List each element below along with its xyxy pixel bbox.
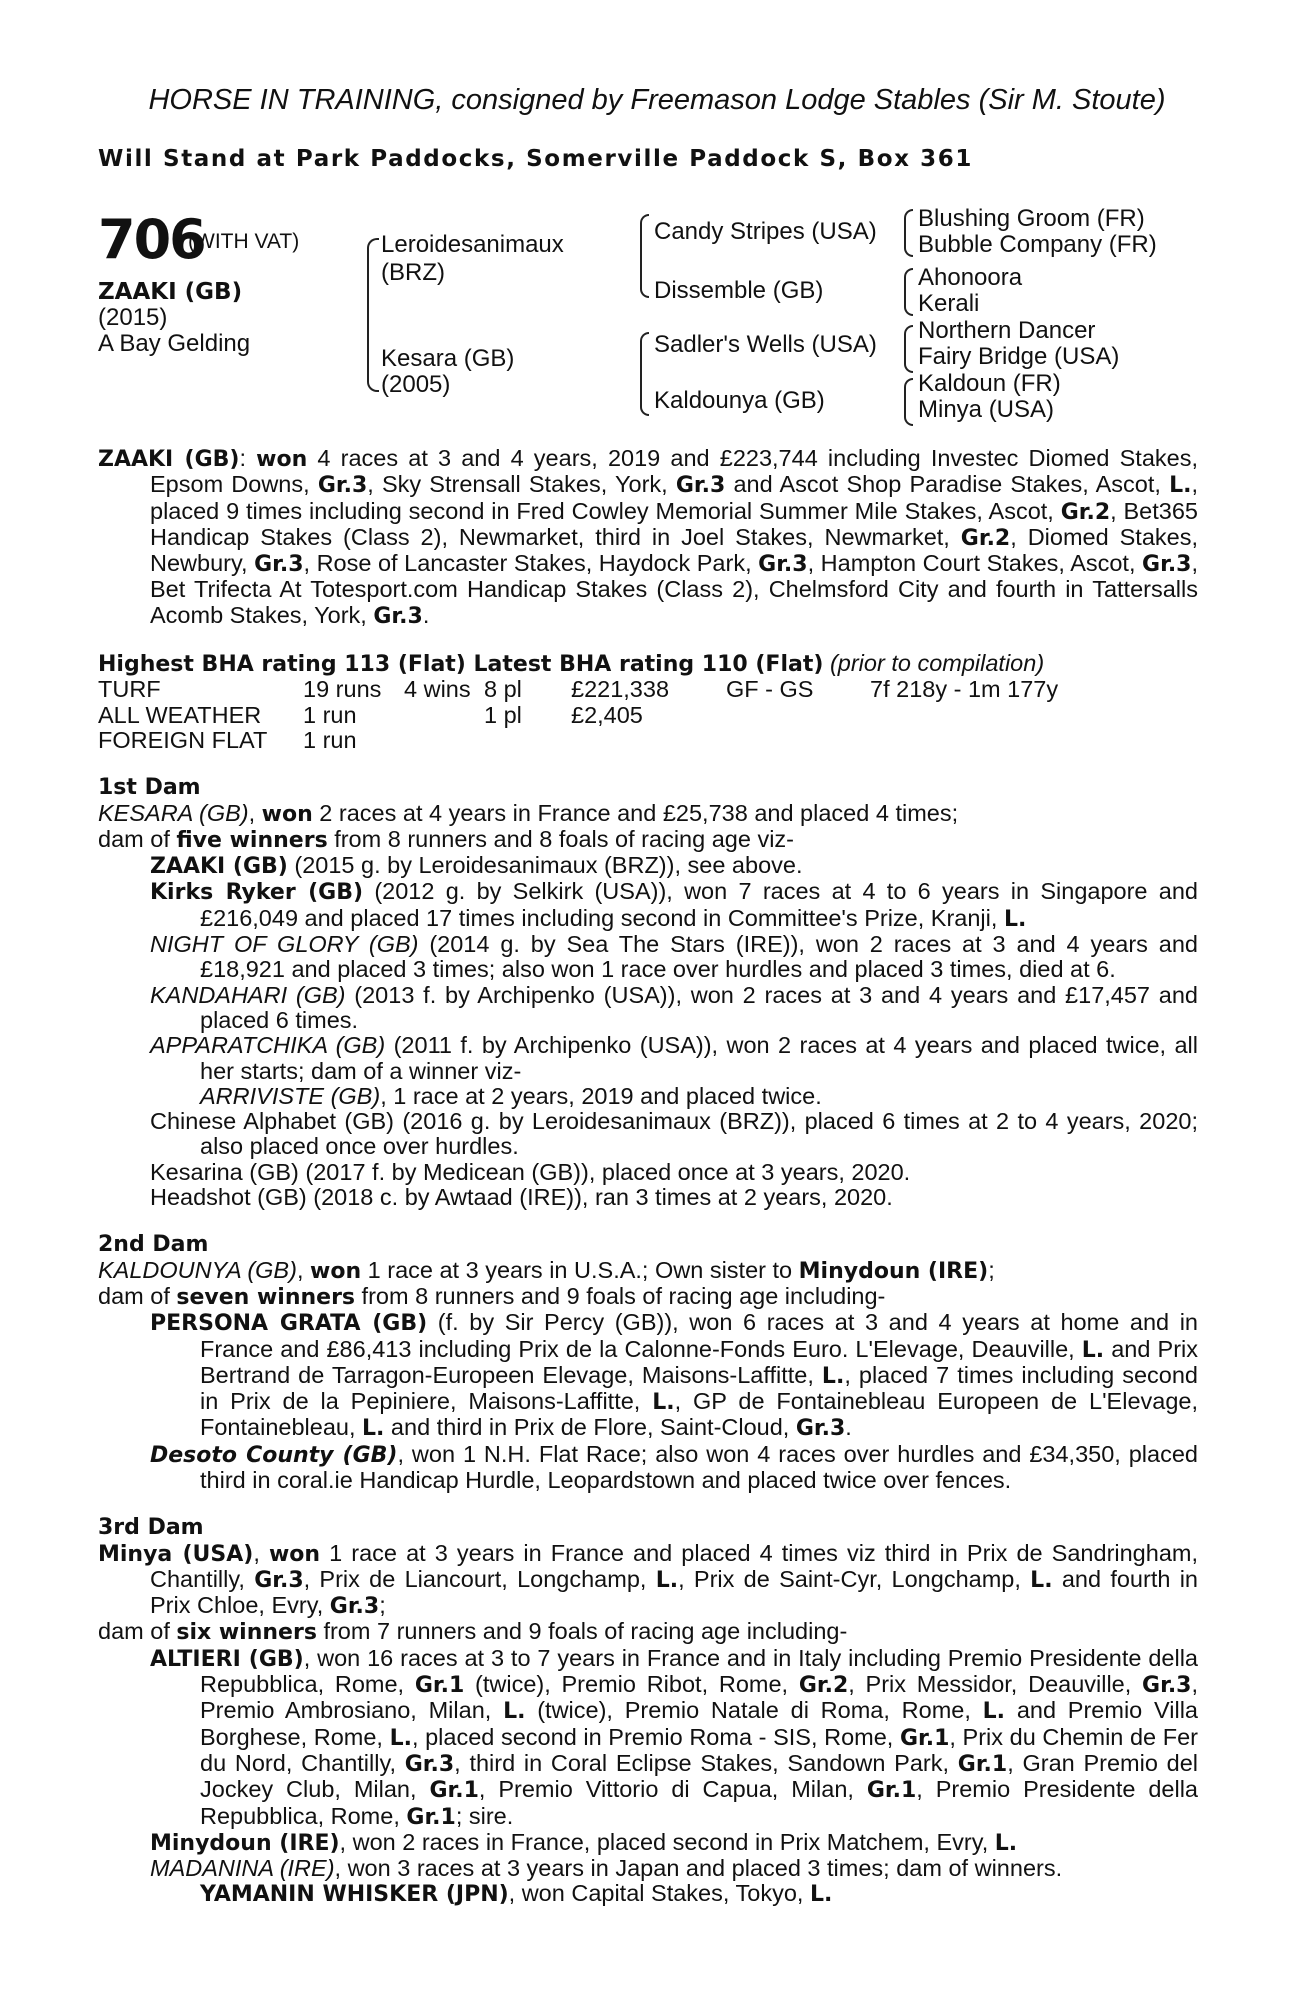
third-dam-record: Minya (USA), won 1 race at 3 years in France and placed 4 times viz third in Prix de Sandringham, Chantilly, Gr.3, Prix de Liancourt, Longchamp, L., Prix de Saint-Cyr, Longchamp, L. and fourth in Prix Chloe, Evry, Gr.3; xyxy=(98,1539,1198,1620)
produce-entry: Desoto County (GB), won 1 N.H. Flat Race; also won 4 races over hurdles and £34,350, placed third in coral.ie Handicap Hurdle, Leopardstown and placed twice over fences. xyxy=(150,1440,1198,1493)
pedigree-ddd: Minya (USA) xyxy=(918,396,1055,423)
pedigree-sd: Dissemble (GB) xyxy=(654,277,824,304)
catalogue-body xyxy=(98,446,1198,1908)
ratings-section xyxy=(98,651,1198,753)
second-dam-produce-summary: dam of seven winners from 8 runners and 9 foals of racing age including- xyxy=(98,1282,886,1310)
pedigree-dsd: Fairy Bridge (USA) xyxy=(918,343,1120,370)
produce-entry: ARRIVISTE (GB), 1 race at 2 years, 2019 and placed twice. xyxy=(200,1082,822,1109)
pedigree-sds: Ahonoora xyxy=(918,264,1023,291)
consignor-header: HORSE IN TRAINING, consigned by Freemason Lodge Stables (Sir M. Stoute) xyxy=(148,84,1166,116)
pedigree-sire-country: (BRZ) xyxy=(381,259,445,286)
pedigree-dds: Kaldoun (FR) xyxy=(918,370,1061,397)
pedigree-sdd: Kerali xyxy=(918,290,980,317)
stand-location: Will Stand at Park Paddocks, Somerville Paddock S, Box 361 xyxy=(98,146,973,172)
horse-year: (2015) xyxy=(98,304,168,331)
first-dam-heading: 1st Dam xyxy=(98,775,201,801)
pedigree-dd: Kaldounya (GB) xyxy=(654,387,825,414)
pedigree-dam: Kesara (GB) xyxy=(381,345,515,372)
produce-entry: PERSONA GRATA (GB) (f. by Sir Percy (GB)), won 6 races at 3 and 4 years at home and in France and £86,413 including Prix de la Calonne-Fonds Euro. L'Elevage, Deauville, L. and Prix Bertrand de Tarragon-Europeen Elevage, Maisons-Laffitte, L., placed 7 times including second in Prix de la Pepiniere, Maisons-Laffitte, L., GP de Fontainebleau Europeen de L'Elevage, Fontainebleau, L. and third in Prix de Flore, Saint-Cloud, Gr.3. xyxy=(150,1309,1199,1442)
first-dam-produce-summary: dam of five winners from 8 runners and 8 foals of racing age viz- xyxy=(98,825,794,853)
pedigree-brace xyxy=(640,332,649,416)
first-dam-record: KESARA (GB), won 2 races at 4 years in France and £25,738 and placed 4 times; xyxy=(98,799,959,827)
pedigree-brace xyxy=(640,214,649,298)
produce-entry: YAMANIN WHISKER (JPN), won Capital Stakes, Tokyo, L. xyxy=(200,1880,833,1908)
pedigree-ds: Sadler's Wells (USA) xyxy=(654,331,877,358)
vat-note: (WITH VAT) xyxy=(188,230,300,253)
lot-number: 706 xyxy=(98,208,205,271)
race-record-summary: ZAAKI (GB): won 4 races at 3 and 4 years, 2019 and £223,744 including Investec Diomed Stakes, Epsom Downs, Gr.3, Sky Strensall Stakes, York, Gr.3 and Ascot Shop Paradise Stakes, Ascot, L., placed 9 times including second in Fred Cowley Memorial Summer Mile Stakes, Ascot, Gr.2, Bet365 Handicap Stakes (Class 2), Newmarket, third in Joel Stakes, Newmarket, Gr.2, Diomed Stakes, Newbury, Gr.3, Rose of Lancaster Stakes, Haydock Park, Gr.3, Hampton Court Stakes, Ascot, Gr.3, Bet Trifecta At Totesport.com Handicap Stakes (Class 2), Chelmsford City and fourth in Tattersalls Acomb Stakes, York, Gr.3. xyxy=(98,445,1199,629)
table-row: FOREIGN FLAT 1 run xyxy=(98,726,357,753)
pedigree-brace xyxy=(904,325,913,373)
pedigree-brace xyxy=(367,238,379,392)
second-dam-record: KALDOUNYA (GB), won 1 race at 3 years in U.S.A.; Own sister to Minydoun (IRE); xyxy=(98,1256,995,1284)
produce-entry: ZAAKI (GB) (2015 g. by Leroidesanimaux (BRZ)), see above. xyxy=(150,852,803,880)
pedigree-ssd: Bubble Company (FR) xyxy=(918,231,1157,258)
horse-name: ZAAKI (GB) xyxy=(98,279,243,305)
produce-entry: NIGHT OF GLORY (GB) (2014 g. by Sea The Stars (IRE)), won 2 races at 3 and 4 years and £18,921 and placed 3 times; also won 1 race over hurdles and placed 3 times, died at 6. xyxy=(150,931,1198,983)
ratings-table xyxy=(98,677,1058,753)
third-dam-produce-summary: dam of six winners from 7 runners and 9 foals of racing age including- xyxy=(98,1618,848,1646)
produce-entry: Headshot (GB) (2018 c. by Awtaad (IRE)), ran 3 times at 2 years, 2020. xyxy=(150,1184,893,1211)
produce-entry: MADANINA (IRE), won 3 races at 3 years in Japan and placed 3 times; dam of winners. xyxy=(150,1855,1063,1882)
pedigree-dam-year: (2005) xyxy=(381,371,451,398)
produce-entry: Kesarina (GB) (2017 f. by Medicean (GB)), placed once at 3 years, 2020. xyxy=(150,1158,911,1185)
table-row: ALL WEATHER 1 run 1 pl £2,405 xyxy=(98,701,643,728)
pedigree-ss: Candy Stripes (USA) xyxy=(654,218,877,245)
pedigree-dss: Northern Dancer xyxy=(918,317,1096,344)
horse-description: A Bay Gelding xyxy=(98,330,251,357)
table-row: TURF 19 runs 4 wins 8 pl £221,338 GF - GS 7f 218y - 1m 177y xyxy=(98,676,1059,703)
third-dam-heading: 3rd Dam xyxy=(98,1515,204,1541)
pedigree-brace xyxy=(904,209,913,257)
produce-entry: APPARATCHIKA (GB) (2011 f. by Archipenko (USA)), won 2 races at 4 years and placed twice, all her starts; dam of a winner viz- xyxy=(150,1032,1199,1084)
produce-entry: ALTIERI (GB), won 16 races at 3 to 7 years in France and in Italy including Premio Presidente della Repubblica, Rome, Gr.1 (twice), Premio Ribot, Rome, Gr.2, Prix Messidor, Deauville, Gr.3, Premio Ambrosiano, Milan, L. (twice), Premio Natale di Roma, Rome, L. and Premio Villa Borghese, Rome, L., placed second in Premio Roma - SIS, Rome, Gr.1, Prix du Chemin de Fer du Nord, Chantilly, Gr.3, third in Coral Eclipse Stakes, Sandown Park, Gr.1, Gran Premio del Jockey Club, Milan, Gr.1, Premio Vittorio di Capua, Milan, Gr.1, Premio Presidente della Repubblica, Rome, Gr.1; sire. xyxy=(150,1644,1199,1830)
pedigree-brace xyxy=(904,378,913,426)
pedigree-brace xyxy=(904,268,913,316)
produce-entry: Chinese Alphabet (GB) (2016 g. by Leroidesanimaux (BRZ)), placed 6 times at 2 to 4 years, 2020; also placed once over hurdles. xyxy=(150,1108,1198,1160)
pedigree-sire: Leroidesanimaux xyxy=(381,231,564,258)
produce-entry: Minydoun (IRE), won 2 races in France, placed second in Prix Matchem, Evry, L. xyxy=(150,1828,1018,1856)
pedigree-sss: Blushing Groom (FR) xyxy=(918,205,1145,232)
second-dam-heading: 2nd Dam xyxy=(98,1232,209,1258)
produce-entry: KANDAHARI (GB) (2013 f. by Archipenko (USA)), won 2 races at 3 and 4 years and £17,457 and placed 6 times. xyxy=(150,981,1198,1033)
ratings-heading: Highest BHA rating 113 (Flat) Latest BHA rating 110 (Flat) (prior to compilation) xyxy=(98,650,1045,678)
produce-entry: Kirks Ryker (GB) (2012 g. by Selkirk (USA)), won 7 races at 4 to 6 years in Singapore and £216,049 and placed 17 times including second in Committee's Prize, Kranji, L. xyxy=(150,878,1198,932)
